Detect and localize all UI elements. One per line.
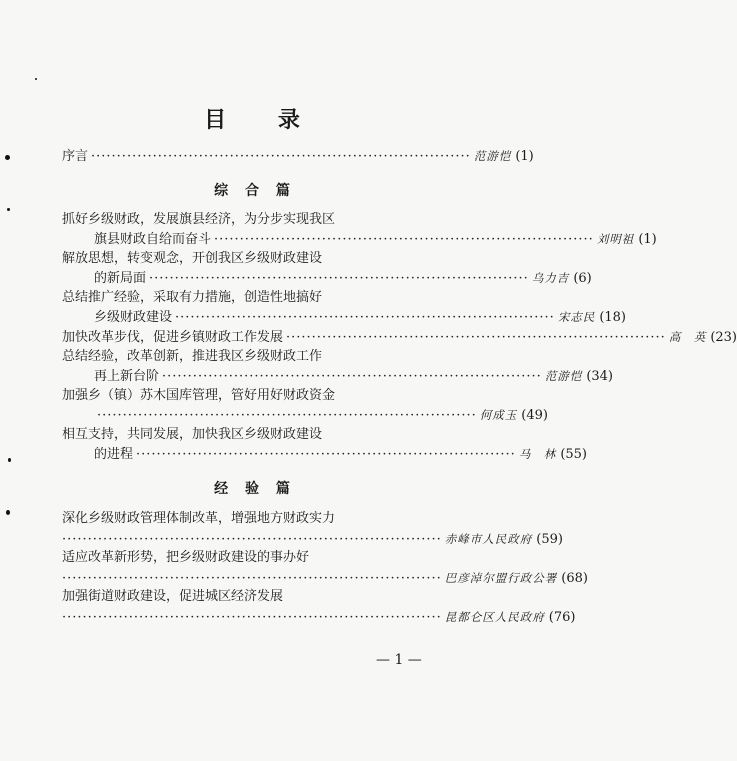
entry-page: (49) [521,408,548,423]
entry-author: 刘明祖 [596,232,635,246]
toc-entry-line[interactable] [94,445,587,463]
entry-page: (18) [599,310,626,325]
toc-entry-title-line [62,387,460,405]
entry-title: 加快改革步伐，促进乡镇财政工作发展 [62,330,284,345]
scan-speck [35,78,37,80]
dot-leader: ·········································································· [175,310,555,325]
toc-entry-line[interactable] [94,269,592,287]
entry-author: 马 林 [518,447,557,461]
entry-author: 乌力吉 [531,271,570,285]
dot-leader: ·········································································· [149,271,529,286]
entry-page: (55) [560,447,587,462]
entry-title: 深化乡级财政管理体制改革，增强地方财政实力 [62,511,336,526]
entry-author: 何成玉 [479,408,518,422]
dot-leader: ·········································································· [214,232,594,247]
toc-entry-line[interactable] [94,230,657,248]
scan-speck [6,510,10,515]
toc-entry-title-line [62,348,460,366]
entry-title: 相互支持，共同发展，加快我区乡级财政建设 [62,427,323,442]
page-number: — 1 — [376,652,422,668]
entry-author: 昆都仑区人民政府 [444,610,545,624]
toc-entry-title-line [62,289,460,307]
entry-title-cont: 的新局面 [94,271,147,286]
entry-title: 加强街道财政建设，促进城区经济发展 [62,589,284,604]
entry-title: 总结经验，改革创新，推进我区乡级财政工作 [62,349,323,364]
toc-entry-line[interactable] [94,406,548,424]
toc-entry-line[interactable] [94,308,626,326]
entry-author: 范游恺 [473,149,512,163]
section-heading-experience: 经 验 篇 [214,481,296,497]
dot-leader: ·········································································· [91,149,471,164]
dot-leader: ·········································································· [62,532,442,547]
scan-speck [7,208,10,211]
section-heading-comprehensive: 综 合 篇 [214,183,296,199]
entry-author: 巴彦淖尔盟行政公署 [444,571,558,585]
entry-title-cont: 乡级财政建设 [94,310,173,325]
entry-title: 适应改革新形势，把乡级财政建设的事办好 [62,550,310,565]
toc-entry-title-line [62,211,460,229]
entry-page: (59) [536,532,563,547]
toc-entry-line[interactable] [62,608,576,626]
entry-title-cont: 旗县财政自给而奋斗 [94,232,212,247]
dot-leader: ·········································································· [97,408,477,423]
dot-leader: ·········································································· [136,447,516,462]
entry-title: 解放思想，转变观念，开创我区乡级财政建设 [62,251,323,266]
entry-page: (76) [548,610,576,625]
entry-page: (1) [638,232,657,247]
toc-entry-title-line [62,588,460,606]
entry-title-cont: 的进程 [94,447,134,462]
toc-entry-title-line [62,426,460,444]
entry-author: 高 英 [668,330,707,344]
entry-title-cont: 再上新台阶 [94,369,160,384]
entry-title: 总结推广经验，采取有力措施，创造性地搞好 [62,290,323,305]
scan-speck [5,155,10,160]
entry-page: (23) [710,330,737,345]
toc-entry-line[interactable] [94,367,613,385]
toc-entry-title-line [62,549,460,567]
entry-page: (34) [586,369,613,384]
toc-entry-line[interactable] [62,569,588,587]
toc-entry-line[interactable] [62,328,737,346]
entry-author: 范游恺 [544,369,583,383]
entry-title: 序言 [62,149,89,164]
dot-leader: ·········································································· [62,571,442,586]
entry-page: (1) [515,149,534,164]
toc-entry-title-line [62,510,460,528]
dot-leader: ·········································································· [62,610,442,625]
entry-title: 加强乡（镇）苏木国库管理，管好用好财政资金 [62,388,336,403]
entry-author: 赤峰市人民政府 [444,532,533,546]
toc-entry-title-line [62,250,460,268]
toc-entry-line[interactable] [62,530,563,548]
scan-speck [8,458,11,462]
entry-author: 宋志民 [557,310,596,324]
toc-entry-preface[interactable] [62,147,534,165]
page-title: 目 录 [204,107,322,133]
dot-leader: ·········································································· [162,369,542,384]
entry-page: (6) [573,271,592,286]
entry-title: 抓好乡级财政，发展旗县经济，为分步实现我区 [62,212,336,227]
dot-leader: ·········································································· [286,330,666,345]
entry-page: (68) [561,571,588,586]
